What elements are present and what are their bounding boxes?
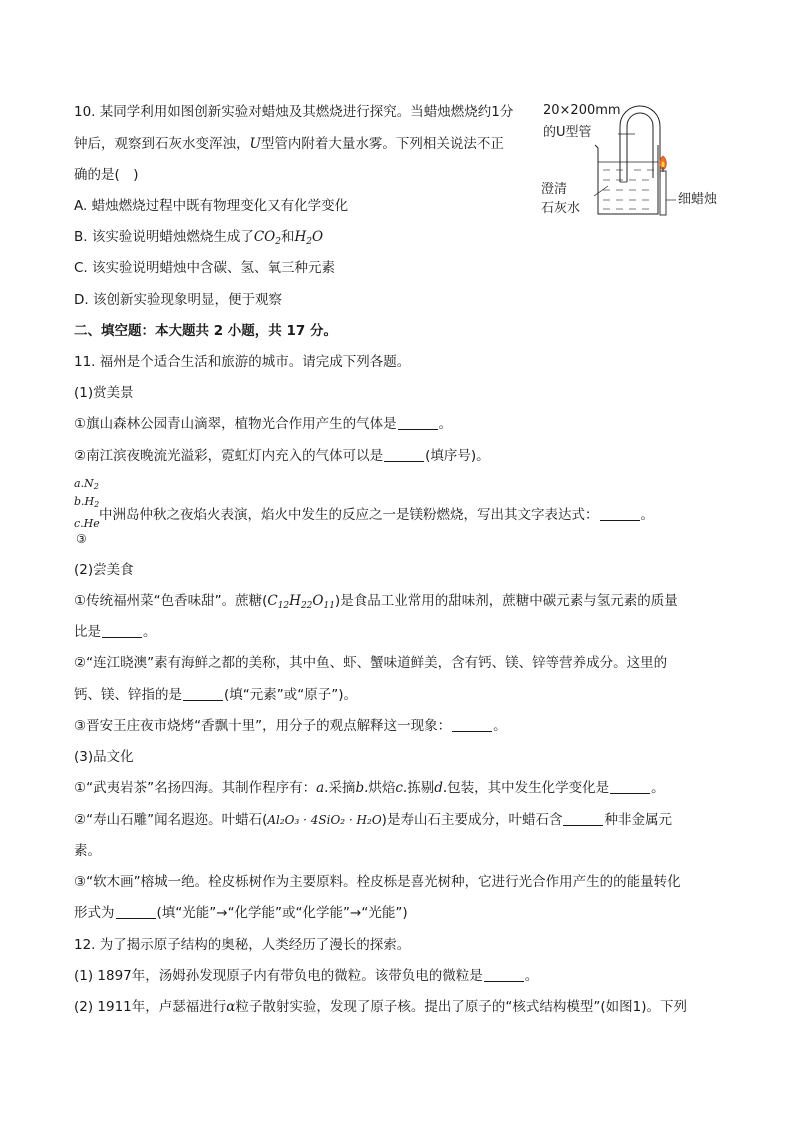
q11-item3-mark: ③ [76,532,87,546]
q10-stem-line2: 钟后，观察到石灰水变浑浊，U型管内附着大量水雾。下列相关说法不正 [74,136,504,152]
answer-blank[interactable] [183,687,223,701]
q11-part3-item2-line1: ②“寿山石雕”闻名遐迩。叶蜡石(Al₂O₃ · 4SiO₂ · H₂O)是寿山石主要成分，叶蜡石含 种非金属元 [74,812,672,828]
q10-option-b: B. 该实验说明蜡烛燃烧生成了$CO_2$和$H_2O$ [74,229,324,247]
answer-blank[interactable] [384,448,424,462]
figure-label-tube: 的U型管 [543,125,592,140]
q11-part2-item1-line1: ①传统福州菜“色香味甜”。蔗糖$(C_{12}H_{22}O_{11})$是食品工业常用的甜味剂，蔗糖中碳元素与氢元素的质量 [74,593,678,611]
q11-part1-item2: ②南江滨夜晚流光溢彩，霓虹灯内充入的气体可以是 (填序号)。 [74,448,490,464]
q11-part1-item3: 中洲岛仲秋之夜焰火表演，焰火中发生的反应之一是镁粉燃烧，写出其文字表达式： 。 [99,507,654,523]
answer-blank[interactable] [484,968,524,982]
answer-blank[interactable] [563,812,603,826]
q11-part3-item2-line2: 素。 [74,843,101,859]
q11-part2-item2-line2: 钙、镁、锌指的是 (填“元素”或“原子”)。 [74,687,358,703]
q11-intro: 11. 福州是个适合生活和旅游的城市。请完成下列各题。 [74,354,411,370]
answer-blank[interactable] [116,905,156,919]
figure-label-size: 20×200mm [543,103,621,118]
q10-stem-line3: 确的是( ) [74,167,139,183]
q10-option-c: C. 该实验说明蜡烛中含碳、氢、氧三种元素 [74,260,336,276]
figure-label-lime-1: 澄清 [541,182,568,197]
q11-part3-item1: ①“武夷岩茶”名扬四海。其制作程序有：a.采摘b.烘焙c.拣剔d.包装，其中发生化学变化是 。 [74,780,665,796]
q11-part1-item1: ①旗山森林公园青山滴翠，植物光合作用产生的气体是 。 [74,416,453,432]
figure-label-candle: 细蜡烛 [678,192,718,207]
q11-part2-item1-line2: 比是 。 [74,624,157,640]
answer-blank[interactable] [102,624,142,638]
q11-part1-title: (1)赏美景 [74,385,134,401]
answer-blank[interactable] [610,780,650,794]
answer-blank[interactable] [600,507,640,521]
section-heading-fill-in: 二、填空题：本大题共 2 小题，共 17 分。 [74,323,337,339]
q11-part2-item2-line1: ②“连江晓澳”素有海鲜之都的美称，其中鱼、虾、蟹味道鲜美，含有钙、镁、锌等营养成分。这里的 [74,655,668,671]
q11-part3-title: (3)品文化 [74,749,134,765]
answer-blank[interactable] [398,416,438,430]
q12-part2: (2) 1911年，卢瑟福进行α粒子散射实验，发现了原子核。提出了原子的“核式结构模型”(如图1)。下列 [74,999,688,1015]
q10-option-a: A. 蜡烛燃烧过程中既有物理变化又有化学变化 [74,198,349,214]
q11-part2-title: (2)尝美食 [74,562,134,578]
q12-intro: 12. 为了揭示原子结构的奥秘，人类经历了漫长的探索。 [74,937,411,953]
q11-choice-c: c.He [74,517,100,530]
answer-blank[interactable] [452,718,492,732]
q11-part2-item3: ③晋安王庄夜市烧烤“香飘十里”，用分子的观点解释这一现象： 。 [74,718,507,734]
q10-option-d: D. 该创新实验现象明显，便于观察 [74,292,282,308]
q11-part3-item3-line1: ③“软木画”榕城一绝。栓皮栎树作为主要原料。栓皮栎是喜光树种，它进行光合作用产生的的能量转化 [74,874,681,890]
u-tube-apparatus-diagram [590,100,690,225]
q11-choice-b: b.H2 [74,495,100,509]
q11-part3-item3-line2: 形式为 (填“光能”→“化学能”或“化学能”→“光能”) [74,905,408,921]
q12-part1: (1) 1897年，汤姆孙发现原子内有带负电的微粒。该带负电的微粒是 。 [74,968,539,984]
figure-label-lime-2: 石灰水 [541,201,581,216]
q10-stem-line1: 10. 某同学利用如图创新实验对蜡烛及其燃烧进行探究。当蜡烛燃烧约1分 [74,104,514,120]
q11-choice-a: a.N2 [74,477,99,491]
